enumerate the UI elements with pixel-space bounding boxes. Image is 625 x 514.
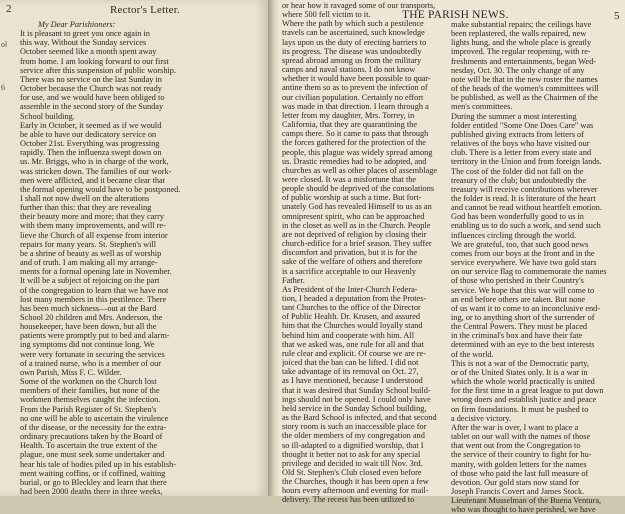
text-line: with them many improvements, and will re- — [20, 221, 166, 231]
text-line: workmen themselves caught the infection. — [20, 395, 161, 405]
text-line: Early in October, it seemed as if we would — [20, 120, 162, 130]
text-line: thought it better not to ask for any special — [282, 449, 421, 459]
text-line: for the first time in a great league to put down — [451, 386, 604, 396]
text-line: or hear how it ravaged some of our transports, — [282, 1, 436, 10]
text-line: treasury will receive contributions wherever — [451, 184, 598, 194]
text-line: discomfort and privation, but it is for the — [282, 248, 418, 258]
text-line: of us want it to come to an inconclusive end- — [451, 303, 601, 313]
text-line: of Public Health. Dr. Krusen, and assured — [282, 312, 421, 322]
text-line: or of the United States only. It is a war in — [451, 367, 588, 377]
text-line: was stricken down. The families of our work- — [20, 166, 172, 176]
text-line: hear his tale of bodies piled up in his establish- — [20, 459, 176, 469]
text-line: men were afflicted, and it became clear that — [20, 175, 165, 185]
rectors-letter-column — [20, 20, 264, 496]
text-line: ing symptoms did not continue long. We — [20, 340, 155, 350]
text-line: omnipresent spirit, who can be approached — [282, 211, 425, 221]
text-line: There was no service on the last Sunday in — [20, 74, 162, 84]
text-line: territory in the Union and from foreign lands. — [451, 157, 602, 167]
text-line: influences circling through the world. — [451, 230, 577, 240]
text-line: unately God has revealed Himself to us as an — [282, 202, 432, 212]
text-line: held service in the Sunday School building, — [282, 403, 427, 413]
text-line: that it was desired that Sunday School build- — [282, 385, 431, 395]
text-line: It will be a subject of rejoicing on the part — [20, 276, 160, 286]
text-line: assemble in the second story of the Sunday — [20, 102, 164, 112]
text-line: us. Drastic remedies had to be adopted, and — [282, 156, 427, 166]
text-line: hours every afternoon and evening for mail- — [282, 486, 429, 496]
text-line: enabling us to do such a work, and send such — [451, 221, 601, 231]
text-line: ordinary precautions taken by the Board of — [20, 432, 163, 442]
text-line: Lieutenant Musselman of the Buena Ventura, — [451, 496, 602, 506]
text-line: of those who perished in their Country's — [451, 276, 584, 286]
text-line: privilege and decided to wait till Nov. 3rd. — [282, 458, 423, 468]
text-line: treasury of the club; but undoubtedly the — [451, 175, 587, 185]
text-line: in the closet as well as in the Church. People — [282, 220, 431, 230]
text-line: on firm foundations. It must be pushed to — [451, 404, 589, 414]
text-line: lays upon us the duty of erecting barriers to — [282, 37, 427, 47]
left-page-number: 2 — [6, 3, 12, 15]
text-line: the formal opening would have to be postponed. — [20, 184, 181, 194]
text-line: take advantage of its removal on Oct. 27, — [282, 367, 419, 377]
text-line: were closed. It was a misfortune that the — [282, 174, 417, 184]
text-line: the folder is read. It is literature of the heart — [451, 193, 596, 203]
text-line: Father. — [282, 275, 305, 285]
text-line: antine them so as to prevent the infection of — [282, 83, 428, 93]
text-line: was made in that direction. I learn through a — [282, 101, 429, 111]
text-line: club. There is a letter from every state and — [451, 148, 592, 158]
text-line: It is pleasant to greet you once again in — [20, 29, 150, 39]
text-line: service. We hope that this war will come to — [451, 285, 595, 295]
text-line: devotion. Our gold stars now stand for — [451, 477, 579, 487]
text-line: lost many members in this pestilence. There — [20, 294, 167, 304]
text-line: so ill-adapted to a dignified worship, that I — [282, 440, 424, 450]
text-line: the forces gathered for the protection of the — [282, 138, 426, 148]
text-line: The cost of the folder did not fall on the — [451, 166, 584, 176]
text-line: churches as well as other places of assemblage — [282, 165, 438, 175]
text-line: Where the path by which such a pestilence — [282, 19, 424, 29]
text-line: I shall not now dwell on the alterations — [20, 193, 150, 203]
text-line: the service of their country to fight for hu- — [451, 450, 592, 460]
text-line: has been much sickness—out at the Bard — [20, 303, 157, 313]
text-line: improved. The regular reopening, with re- — [451, 47, 591, 57]
text-line: ings should not be opened. I could only have — [282, 394, 431, 404]
text-line: as I have mentioned, because I understood — [282, 376, 423, 386]
text-line: own Parish, Miss F. C. Wilder. — [20, 367, 122, 377]
text-line: on our service flag to commemorate the names — [451, 267, 607, 277]
margin-fragment: ol — [1, 40, 8, 49]
text-line: rapidly. Then the influenza swept down on — [20, 148, 162, 158]
text-line: and cannot be read without heartfelt emotion. — [451, 203, 602, 213]
left-page — [0, 0, 268, 496]
text-line: freshments and entertainments, began Wed- — [451, 56, 597, 66]
text-line: behind him and cooperate with him. All — [282, 330, 415, 340]
text-line: an end before others are taken. But none — [451, 294, 586, 304]
text-line: October seemed like a month spent away — [20, 47, 157, 57]
text-line: School building. — [20, 111, 75, 121]
text-line: the Churches, though it has been open a few — [282, 477, 429, 487]
text-line: After the war is over, I want to place a — [451, 422, 579, 432]
text-line: travels can be ascertained, such knowledge — [282, 28, 425, 38]
text-line: California, that they are quarantining the — [282, 120, 418, 130]
text-line: From the Parish Register of St. Stephen's — [20, 404, 157, 414]
text-line: no one will be able to ascertain the virulence — [20, 413, 169, 423]
text-line: tablet on our wall with the names of those — [451, 432, 591, 442]
text-line: ments for a formal opening late in November. — [20, 267, 172, 277]
text-line: letter from my daughter, Mrs. Torrey, in — [282, 110, 415, 120]
text-line: are not deprived of religion by closing their — [282, 229, 427, 239]
text-line: is a sacrifice acceptable to our Heavenly — [282, 266, 417, 276]
text-line: of a trained nurse, who is a member of our — [20, 358, 162, 368]
text-line: for use, and we would have been obliged to — [20, 93, 165, 103]
text-line: rule clear and explicit. Of course we are re- — [282, 348, 426, 358]
text-line: folder entitled "Some One Does Care" was — [451, 120, 594, 130]
text-line: of public worship at such a time. But fort- — [282, 193, 422, 203]
text-line: a decisive victory. — [451, 413, 512, 423]
right-page-number: 5 — [614, 10, 620, 22]
text-line: been replastered, the walls repaired, new — [451, 29, 587, 39]
parish-news-title: THE PARISH NEWS. — [402, 9, 509, 21]
text-line: from home. I am looking forward to our first — [20, 56, 169, 66]
text-line: housekeeper, have been down, but all the — [20, 322, 157, 332]
text-line: delivery. The recess has been utilized to — [282, 495, 415, 505]
text-line: As President of the Inter-Church Federa- — [282, 284, 418, 294]
text-line: be a shrine of beauty as well as of worship — [20, 248, 162, 258]
text-line: that we asked was, one rule for all and that — [282, 339, 424, 349]
text-line: people, this plague was widely spread among — [282, 147, 433, 157]
text-line: spread abroad among us from the military — [282, 55, 422, 65]
text-line: be able to have our dedicatory service on — [20, 129, 157, 139]
text-line: We are grateful, too, that such good news — [451, 239, 589, 249]
text-line: note will be that in the new roster the names — [451, 74, 598, 84]
text-line: of those who paid the last full measure of — [451, 468, 589, 478]
text-line: relatives of the boys who have visited our — [451, 139, 590, 149]
text-line: the older members of my congregation and — [282, 431, 425, 441]
text-line: of the disease, or the necessity for the extra- — [20, 422, 167, 432]
text-line: members of their families, but none of the — [20, 386, 160, 396]
text-line: of the congregation to learn that we have not — [20, 285, 169, 295]
text-line: men's committees. — [451, 102, 513, 112]
text-line: ment waiting coffins, or if coffined, waiting — [20, 468, 166, 478]
text-line: tion, I headed a deputation from the Protes- — [282, 294, 427, 303]
text-line: nesday, Oct. 30. The only change of any — [451, 65, 585, 75]
text-line: joiced that the ban can be lifted. I did not — [282, 358, 419, 368]
text-line: of the world. — [451, 349, 494, 359]
text-line: story room is such an inaccessible place for — [282, 422, 427, 432]
text-line: their beauty more and more; that they carry — [20, 212, 164, 222]
text-line: plague, one must seek some undertaker and — [20, 450, 165, 460]
salutation: My Dear Parishioners: — [38, 20, 116, 29]
text-line: people should be deprived of the consolations — [282, 184, 435, 194]
text-line: service everywhere. We have two gold stars — [451, 258, 597, 268]
text-line: Some of the workmen on the Church lost — [20, 377, 157, 387]
text-line: manity, with golden letters for the names — [451, 459, 587, 469]
right-page — [278, 0, 625, 514]
rectors-letter-title: Rector's Letter. — [110, 4, 180, 16]
text-line: had been 2000 deaths there in three weeks, — [20, 486, 163, 496]
text-line: further than this: that they are revealing — [20, 203, 152, 213]
text-line: burial, or go to Bleckley and learn that there — [20, 477, 167, 487]
text-line: lights hung, and the whole place is greatly — [451, 38, 592, 48]
text-line: of the heads of the women's committees will — [451, 84, 599, 94]
text-line: lieve the Church of all expense from interior — [20, 230, 168, 240]
text-line: Health. To ascertain the true extent of the — [20, 441, 158, 451]
text-line: be published, as well as the Chairmen of the — [451, 93, 598, 103]
text-line: determined with an eye to the best interests — [451, 340, 595, 350]
text-line: sake of the welfare of others and therefore — [282, 257, 423, 267]
text-line: During the summer a most interesting — [451, 111, 577, 121]
text-line: which the whole world practically is united — [451, 377, 595, 387]
text-line: camps there. So it came to pass that through — [282, 129, 429, 139]
text-line: God has been wonderfully good to us in — [451, 212, 584, 222]
text-line: camps and naval stations. I do not know — [282, 65, 416, 75]
text-line: Joseph Francis Covert and James Stock. — [451, 486, 585, 496]
text-line: its progress. The disease was undoubtedly — [282, 46, 422, 56]
text-line: our civilian population. Certainly no effort — [282, 92, 424, 102]
text-line: church-edifice for a brief season. They suffer — [282, 239, 432, 249]
book-gutter — [268, 0, 278, 496]
text-line: this way. Without the Sunday services — [20, 38, 147, 48]
text-line: as the Bard School is infected, and that second — [282, 413, 437, 423]
text-line: make substantial repairs; the ceilings have — [451, 20, 592, 29]
text-line: published giving extracts from letters of — [451, 129, 584, 139]
text-line: tant Churches to the office of the Director — [282, 303, 421, 313]
text-line: that went out from the Congregation to — [451, 441, 581, 451]
text-line: October because the Church was not ready — [20, 84, 162, 94]
text-line: School 20 children and Mrs. Anderson, the — [20, 313, 163, 322]
text-line: wrong doers and establish justice and peace — [451, 395, 597, 405]
text-line: where 500 fell victim to it. — [282, 10, 371, 20]
text-line: This is not a war of the Democratic party, — [451, 358, 589, 368]
text-line: Old St. Stephen's Club closed even before — [282, 467, 422, 477]
text-line: us. Mr. Briggs, who is in charge of the work, — [20, 157, 169, 167]
parish-news-column-1 — [282, 1, 447, 505]
text-line: were very fortunate in securing the services — [20, 349, 165, 359]
parish-news-column-2 — [451, 20, 623, 514]
text-line: service after this suspension of public worship. — [20, 65, 176, 75]
text-line: comes from our boys at the front and in the — [451, 248, 595, 258]
text-line: repairs for many years. St. Stephen's will — [20, 239, 157, 249]
text-line: in the criminal's box and have their fate — [451, 331, 583, 341]
text-line: him that the Churches would loyally stand — [282, 321, 423, 331]
text-line: the Central Powers. They must be placed — [451, 322, 588, 332]
text-line: ing, or to anything short of the surrender of — [451, 313, 595, 322]
margin-fragment: 6 — [1, 83, 5, 92]
text-line: and of truth. I am making all my arrange- — [20, 258, 158, 268]
text-line: whether it would have been possible to quar- — [282, 74, 431, 84]
text-line: patients were promptly put to bed and alarm- — [20, 331, 170, 341]
text-line: who was thought to have perished, we have — [451, 505, 596, 514]
text-line: October 21st. Everything was progressing — [20, 139, 160, 149]
